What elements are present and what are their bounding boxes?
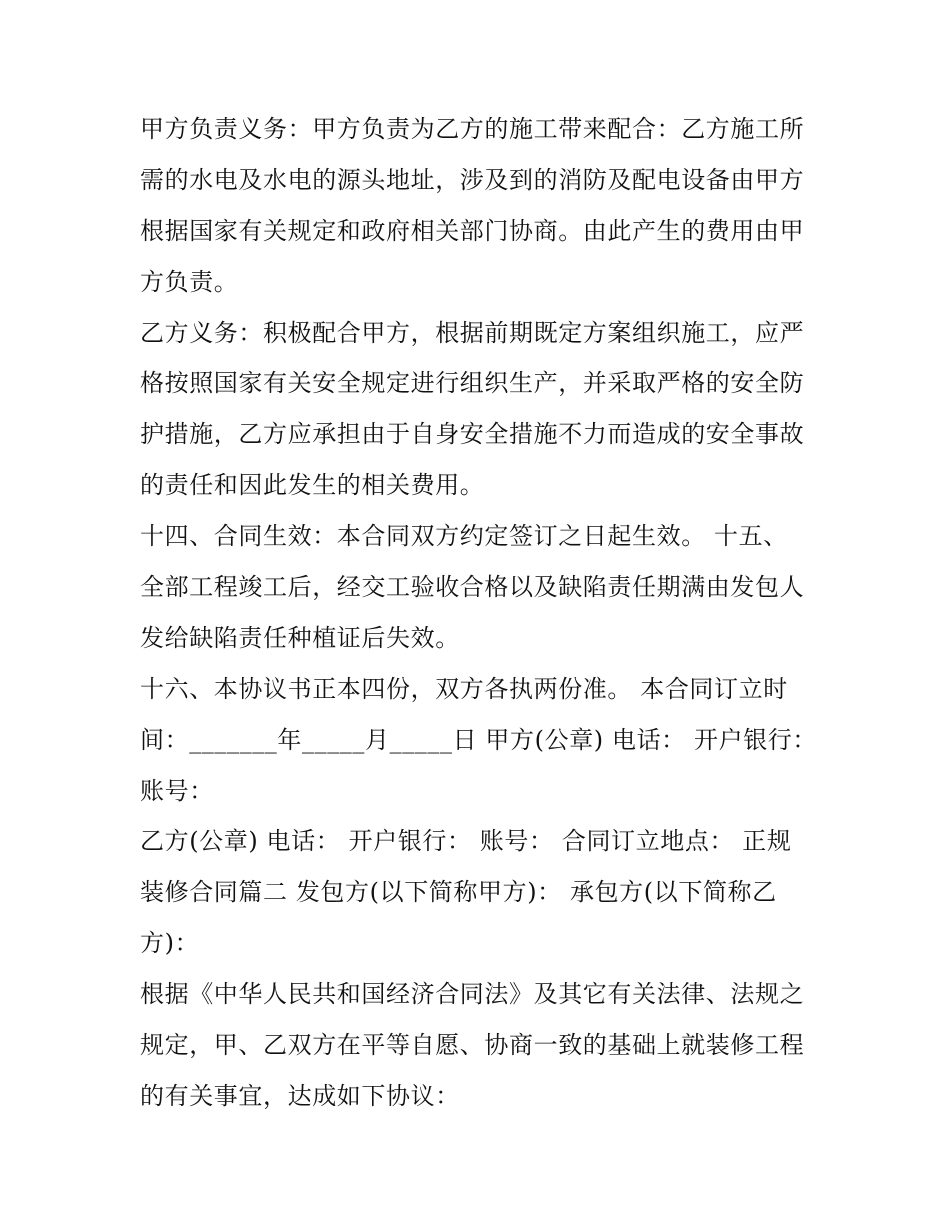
- text-line: 的有关事宜，达成如下协议：: [140, 1081, 460, 1110]
- text-line: 十六、本协议书正本四份，双方各执两份准。 本合同订立时: [140, 674, 788, 703]
- text-line: 方负责。: [140, 267, 239, 296]
- text-line: 全部工程竣工后，经交工验收合格以及缺陷责任期满由发包人: [140, 573, 805, 602]
- text-line: 方)：: [140, 929, 200, 958]
- text-line: 根据国家有关规定和政府相关部门协商。由此产生的费用由甲: [140, 216, 805, 245]
- text-line: 乙方义务：积极配合甲方，根据前期既定方案组织施工，应严: [140, 318, 805, 347]
- text-line: 甲方负责义务：甲方负责为乙方的施工带来配合：乙方施工所: [140, 115, 805, 143]
- text-line: 十四、合同生效：本合同双方约定签订之日起生效。 十五、: [140, 522, 788, 551]
- document-body: [140, 104, 820, 1122]
- text-line: 发给缺陷责任种植证后失效。: [140, 623, 460, 652]
- text-line: 装修合同篇二 发包方(以下简称甲方)： 承包方(以下简称乙: [140, 878, 777, 907]
- text-line: 账号：: [140, 776, 214, 805]
- text-line: 乙方(公章) 电话： 开户银行： 账号： 合同订立地点： 正规: [140, 827, 792, 856]
- text-line: 的责任和因此发生的相关费用。: [140, 471, 485, 500]
- text-line: 间：_______年_____月_____日 甲方(公章) 电话： 开户银行：: [140, 725, 818, 754]
- text-line: 需的水电及水电的源头地址，涉及到的消防及配电设备由甲方: [140, 165, 805, 194]
- text-line: 规定，甲、乙双方在平等自愿、协商一致的基础上就装修工程: [140, 1031, 805, 1060]
- text-line: 护措施，乙方应承担由于自身安全措施不力而造成的安全事故: [140, 420, 805, 449]
- text-line: 格按照国家有关安全规定进行组织生产，并采取严格的安全防: [140, 369, 805, 398]
- text-line: 根据《中华人民共和国经济合同法》及其它有关法律、法规之: [140, 980, 805, 1009]
